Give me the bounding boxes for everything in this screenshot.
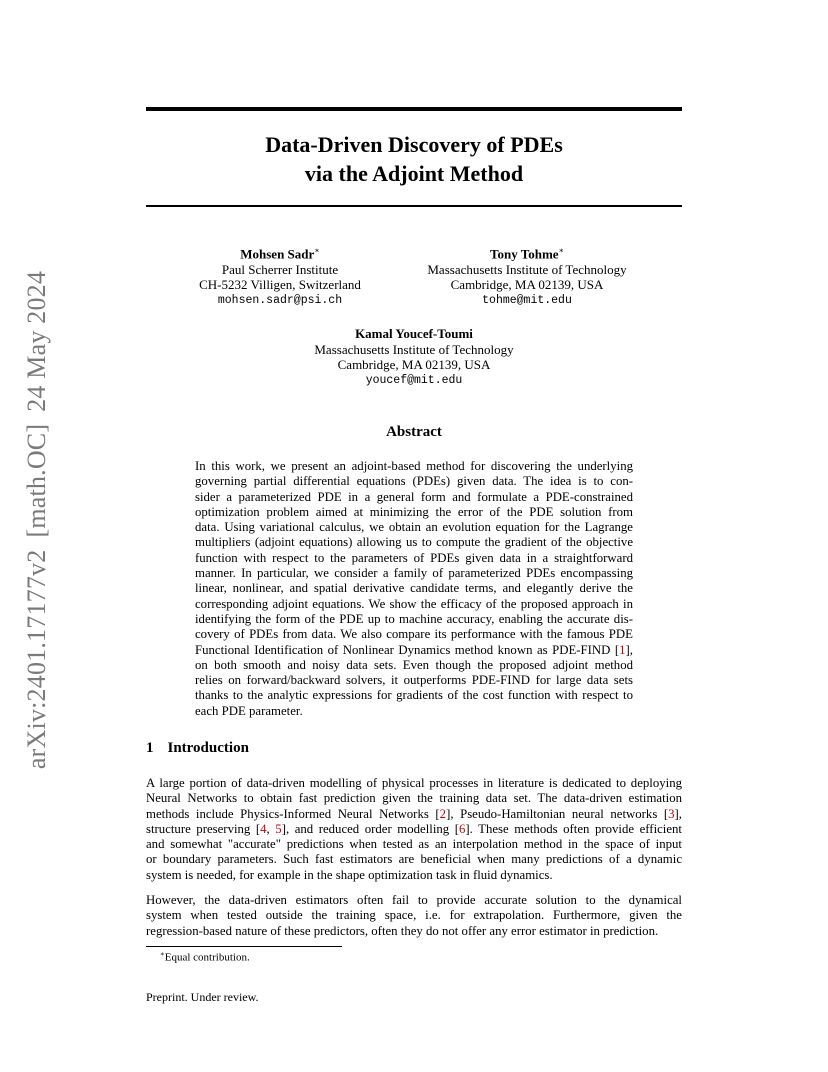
abstract-line: identifying the form of the PDE up to machine accuracy, enabling the accurate dis- <box>195 611 633 626</box>
author-email[interactable]: tohme@mit.edu <box>482 293 572 307</box>
abstract-line: function with respect to the parameters of PDEs given data in a straightforward <box>195 550 633 565</box>
abstract-line: In this work, we present an adjoint-based method for discovering the underlying <box>195 459 633 473</box>
paragraph-line: system is needed, for example in the shape optimization task in fluid dynamics. <box>146 867 553 882</box>
author-affiliation: Paul Scherrer Institute <box>221 261 339 277</box>
paragraph-line: A large portion of data-driven modelling of physical processes in literature is dedicated to deploying <box>146 776 682 790</box>
abstract-line: each PDE parameter. <box>195 703 303 718</box>
paragraph-line: Neural Networks to obtain fast prediction given the training data set. The data-driven estimation <box>146 791 682 806</box>
equal-contribution-mark: ∗ <box>314 246 320 255</box>
abstract-line: governing partial differential equations (PDEs) given data. The idea is to con- <box>195 474 633 489</box>
abstract-line: linear, nonlinear, and spatial derivative candidate terms, and elegantly derive the <box>195 581 633 596</box>
footnote <box>160 950 250 964</box>
arxiv-id[interactable]: arXiv:2401.17177v2 <box>22 549 51 770</box>
paragraph-line: regression-based nature of these predictors, often they do not offer any error estimator in prediction. <box>146 923 659 938</box>
paper-title <box>146 130 682 188</box>
paragraph-line: and somewhat "accurate" predictions when tested as an interpolation method in the space of input <box>146 837 682 852</box>
abstract-heading: Abstract <box>386 424 442 440</box>
title-rule-top <box>146 107 682 111</box>
paragraph-line: However, the data-driven estimators often fail to provide accurate solution to the dynamical <box>146 893 682 907</box>
author-block-3 <box>290 326 538 388</box>
footnote-mark: ∗ <box>160 950 165 958</box>
author-affiliation: Massachusetts Institute of Technology <box>314 341 514 357</box>
citation-link[interactable]: 5 <box>275 821 282 836</box>
citation-link[interactable]: 4 <box>260 821 267 836</box>
intro-paragraph-1 <box>146 776 682 883</box>
section-number: 1 <box>146 740 154 756</box>
abstract-line: data. Using variational calculus, we obtain an evolution equation for the Lagrange <box>195 520 633 535</box>
author-affiliation: Massachusetts Institute of Technology <box>427 261 627 277</box>
author-email[interactable]: youcef@mit.edu <box>365 373 463 387</box>
equal-contribution-mark: ∗ <box>558 246 564 255</box>
author-email[interactable]: mohsen.sadr@psi.ch <box>217 293 343 307</box>
abstract-line: optimization problem aimed at minimizing the error of the PDE solution from <box>195 504 633 519</box>
author-address: Cambridge, MA 02139, USA <box>450 277 604 293</box>
citation-link[interactable]: 6 <box>458 821 466 836</box>
abstract-line: covery of PDEs from data. We also compare its performance with the famous PDE <box>195 627 633 642</box>
title-line-1: Data-Driven Discovery of PDEs <box>265 132 563 157</box>
abstract-line: thanks to the analytic expressions for gradients of the cost function with respect to <box>195 688 633 703</box>
section-heading-introduction <box>146 740 249 757</box>
paragraph-line: structure preserving [4, 5], and reduced order modelling [6]. These methods often provide efficient <box>146 821 682 836</box>
author-name: Kamal Youcef-Toumi <box>355 326 473 341</box>
abstract-line: sider a parameterized PDE in a general form and formulate a PDE-constrained <box>195 489 633 504</box>
citation-link[interactable]: 2 <box>439 806 447 821</box>
author-block-1 <box>180 243 380 308</box>
title-line-2: via the Adjoint Method <box>304 161 524 186</box>
abstract-line: Functional Identification of Nonlinear Dynamics method known as PDE-FIND [1], <box>195 642 633 657</box>
abstract-line: on both smooth and noisy data sets. Even though the proposed adjoint method <box>195 657 633 672</box>
abstract-line: manner. In particular, we consider a family of parameterized PDEs encompassing <box>195 566 633 581</box>
author-address: CH-5232 Villigen, Switzerland <box>199 277 361 293</box>
paragraph-line: methods include Physics-Informed Neural Networks [2], Pseudo-Hamiltonian neural networks [3], <box>146 806 682 821</box>
paragraph-line: system when tested outside the training space, i.e. for extrapolation. Furthermore, given the <box>146 908 682 923</box>
author-name: Mohsen Sadr∗ <box>240 246 320 262</box>
abstract-body <box>195 459 633 719</box>
arxiv-category: [math.OC] <box>22 423 51 538</box>
footnote-text: Equal contribution. <box>164 951 250 964</box>
section-title: Introduction <box>167 740 249 756</box>
abstract-line: multipliers (adjoint equations) allowing us to compute the gradient of the objective <box>195 535 633 550</box>
arxiv-date: 24 May 2024 <box>22 270 51 412</box>
title-rule-bottom <box>146 205 682 207</box>
citation-link[interactable]: 1 <box>619 642 626 657</box>
author-block-2 <box>412 243 642 308</box>
abstract-line: corresponding adjoint equations. We show the efficacy of the proposed approach in <box>195 596 633 611</box>
author-address: Cambridge, MA 02139, USA <box>337 357 491 372</box>
footnote-rule <box>146 946 342 947</box>
abstract-line: relies on forward/backward solvers, it outperforms PDE-FIND for large data sets <box>195 673 633 688</box>
preprint-notice: Preprint. Under review. <box>146 990 259 1004</box>
intro-paragraph-2 <box>146 893 682 939</box>
arxiv-stamp <box>22 265 52 775</box>
paragraph-line: or boundary parameters. Such fast estimators are beneficial when many predictions of a dynamic <box>146 852 682 867</box>
author-name: Tony Tohme∗ <box>490 246 564 262</box>
citation-link[interactable]: 3 <box>668 806 675 821</box>
